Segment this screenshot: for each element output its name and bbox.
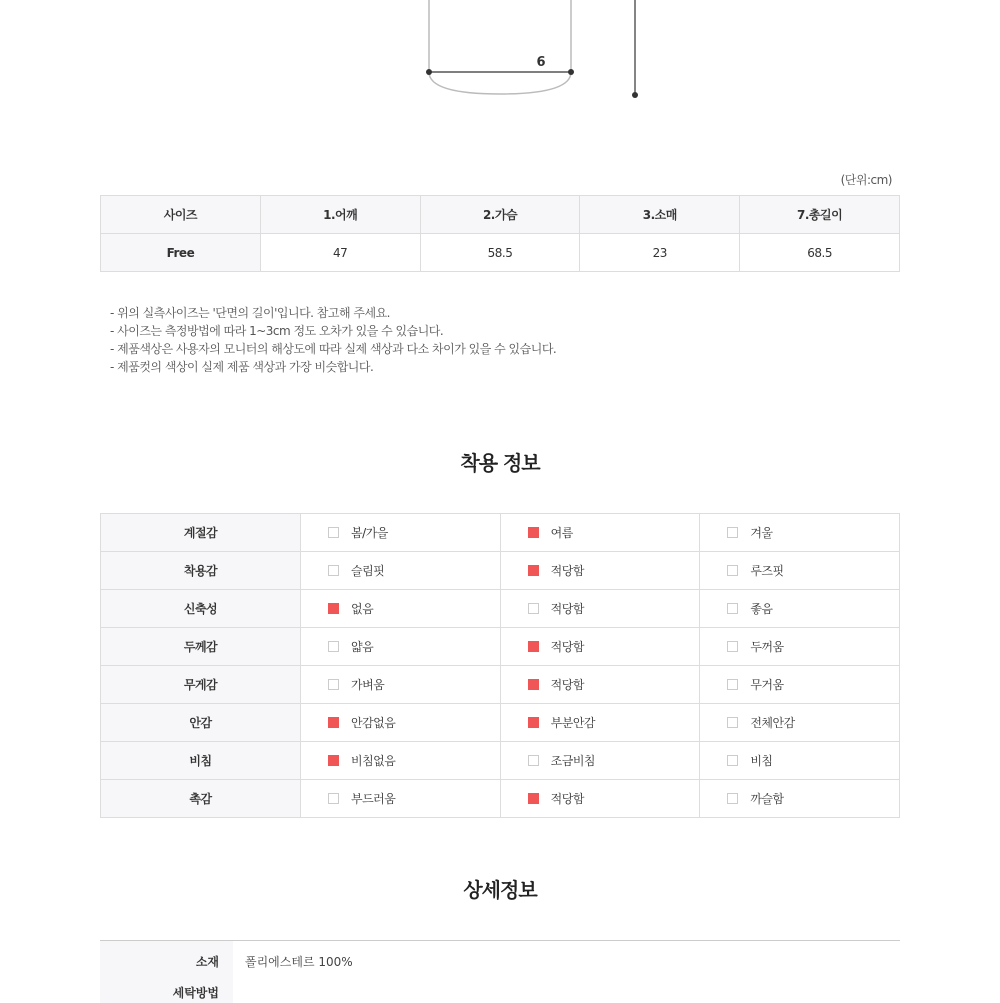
- table-row: [101, 628, 900, 666]
- fit-option-label: 조금비침: [550, 754, 596, 768]
- fit-option: [700, 628, 899, 665]
- material-label: 소재: [100, 941, 233, 983]
- unchecked-box-icon: [727, 641, 738, 652]
- table-row: [101, 666, 900, 704]
- fit-option-cell: [301, 590, 501, 628]
- unchecked-box-icon: [328, 641, 339, 652]
- fit-option-label: 안감없음: [351, 716, 396, 730]
- fit-option-label: 봄/가을: [351, 526, 388, 540]
- fit-option: [501, 552, 700, 589]
- fit-option-label: 전체안감: [750, 716, 795, 730]
- fit-option-label: 까슬함: [750, 792, 784, 806]
- unchecked-box-icon: [727, 527, 738, 538]
- unchecked-box-icon: [727, 565, 738, 576]
- sleeve-header: 3.소매: [580, 196, 740, 234]
- fit-option: [301, 590, 500, 627]
- table-row: [101, 552, 900, 590]
- checked-box-icon: [528, 527, 539, 538]
- fit-option-label: 루즈핏: [750, 564, 784, 578]
- fit-option-label: 두꺼움: [750, 640, 784, 654]
- fit-option-label: 얇음: [351, 640, 374, 654]
- fit-option-cell: [700, 628, 900, 666]
- fit-option: [301, 552, 500, 589]
- unchecked-box-icon: [328, 527, 339, 538]
- checked-box-icon: [528, 679, 539, 690]
- fit-option: [501, 704, 700, 741]
- chest-header: 2.가슴: [420, 196, 580, 234]
- size-table: [100, 195, 900, 272]
- fit-option-label: 없음: [351, 602, 374, 616]
- fit-option-cell: [500, 704, 700, 742]
- fit-option-cell: [700, 514, 900, 552]
- fit-option-label: 적당함: [550, 678, 584, 692]
- detail-info-title: 상세정보: [463, 878, 537, 902]
- fit-option: [301, 666, 500, 703]
- fit-option: [501, 666, 700, 703]
- note-item: - 위의 실측사이즈는 '단면의 길이'입니다. 참고해 주세요.: [110, 306, 390, 320]
- fit-option: [301, 514, 500, 551]
- fit-option: [501, 780, 700, 817]
- fit-option-label: 겨울: [750, 526, 773, 540]
- fit-option-cell: [500, 666, 700, 704]
- size-cell: Free: [101, 234, 261, 272]
- fit-option: [301, 704, 500, 741]
- fit-option-label: 비침: [750, 754, 773, 768]
- fit-option-cell: [500, 552, 700, 590]
- fit-option-label: 적당함: [550, 602, 584, 616]
- fit-option-cell: [301, 704, 501, 742]
- fit-row-label: 비침: [101, 742, 301, 780]
- fit-option: [700, 742, 899, 779]
- fit-option-label: 비침없음: [351, 754, 396, 768]
- fit-option-cell: [700, 666, 900, 704]
- checked-box-icon: [528, 793, 539, 804]
- fit-option-label: 슬림핏: [351, 564, 385, 578]
- fit-option-cell: [500, 628, 700, 666]
- fit-option: [700, 666, 899, 703]
- measure-label: 6: [536, 55, 546, 70]
- checked-box-icon: [528, 717, 539, 728]
- garment-measure-diagram: [0, 0, 1000, 110]
- material-row: [100, 941, 900, 983]
- fit-option-cell: [700, 780, 900, 818]
- fit-option-label: 적당함: [550, 792, 584, 806]
- unchecked-box-icon: [727, 755, 738, 766]
- unchecked-box-icon: [727, 679, 738, 690]
- fit-option-cell: [301, 666, 501, 704]
- unchecked-box-icon: [328, 565, 339, 576]
- wash-row: [100, 983, 900, 1003]
- fit-info-table: [100, 513, 900, 818]
- unchecked-box-icon: [328, 679, 339, 690]
- fit-row-label: 착용감: [101, 552, 301, 590]
- fit-option: [700, 780, 899, 817]
- fit-option: [501, 742, 700, 779]
- checked-box-icon: [528, 565, 539, 576]
- shoulder-value: 47: [260, 234, 420, 272]
- fit-option-label: 적당함: [550, 640, 584, 654]
- fit-option: [501, 514, 700, 551]
- fit-option-cell: [301, 552, 501, 590]
- fit-option-cell: [500, 590, 700, 628]
- unit-label: (단위:cm): [840, 173, 892, 187]
- fit-option-cell: [500, 514, 700, 552]
- fit-row-label: 안감: [101, 704, 301, 742]
- sleeve-value: 23: [580, 234, 740, 272]
- material-value: 폴리에스테르 100%: [245, 955, 353, 969]
- fit-option: [301, 742, 500, 779]
- fit-option: [700, 514, 899, 551]
- fit-option: [501, 590, 700, 627]
- fit-option: [700, 704, 899, 741]
- table-row: [101, 780, 900, 818]
- fit-option-label: 가벼움: [351, 678, 385, 692]
- note-item: - 제품컷의 색상이 실제 제품 색상과 가장 비슷합니다.: [110, 360, 374, 374]
- fit-option-label: 적당함: [550, 564, 584, 578]
- fit-row-label: 계절감: [101, 514, 301, 552]
- table-row: [101, 742, 900, 780]
- unchecked-box-icon: [727, 793, 738, 804]
- fit-option-cell: [301, 628, 501, 666]
- fit-option-label: 좋음: [750, 602, 773, 616]
- note-item: - 사이즈는 측정방법에 따라 1~3cm 정도 오차가 있을 수 있습니다.: [110, 324, 444, 338]
- unchecked-box-icon: [727, 717, 738, 728]
- table-row: [101, 704, 900, 742]
- table-row: [101, 234, 900, 272]
- size-table-header: [101, 196, 900, 234]
- checked-box-icon: [328, 603, 339, 614]
- checked-box-icon: [328, 717, 339, 728]
- fit-option-cell: [301, 742, 501, 780]
- unchecked-box-icon: [528, 603, 539, 614]
- fit-option-cell: [500, 742, 700, 780]
- shoulder-header: 1.어깨: [260, 196, 420, 234]
- chest-value: 58.5: [420, 234, 580, 272]
- unchecked-box-icon: [328, 793, 339, 804]
- length-header: 7.총길이: [740, 196, 900, 234]
- fit-row-label: 무게감: [101, 666, 301, 704]
- wash-label: 세탁방법: [100, 983, 233, 1003]
- detail-info-table: [100, 940, 900, 1001]
- size-header: 사이즈: [101, 196, 261, 234]
- fit-option: [700, 590, 899, 627]
- fit-option-label: 여름: [550, 526, 573, 540]
- fit-option: [700, 552, 899, 589]
- unchecked-box-icon: [528, 755, 539, 766]
- fit-option-cell: [301, 514, 501, 552]
- fit-option-cell: [301, 780, 501, 818]
- checked-box-icon: [528, 641, 539, 652]
- fit-option: [301, 780, 500, 817]
- fit-info-title: 착용 정보: [460, 451, 540, 475]
- note-item: - 제품색상은 사용자의 모니터의 해상도에 따라 실제 색상과 다소 차이가 있을 수 있습니다.: [110, 342, 557, 356]
- fit-option: [301, 628, 500, 665]
- fit-row-label: 신축성: [101, 590, 301, 628]
- fit-option-cell: [700, 552, 900, 590]
- fit-option-cell: [700, 590, 900, 628]
- table-row: [101, 590, 900, 628]
- fit-option-cell: [700, 742, 900, 780]
- table-row: [101, 514, 900, 552]
- fit-option-label: 부분안감: [550, 716, 596, 730]
- unchecked-box-icon: [727, 603, 738, 614]
- fit-option: [501, 628, 700, 665]
- fit-option-cell: [500, 780, 700, 818]
- checked-box-icon: [328, 755, 339, 766]
- size-notes: [110, 304, 556, 376]
- fit-option-label: 부드러움: [351, 792, 396, 806]
- fit-option-label: 무거움: [750, 678, 784, 692]
- fit-row-label: 촉감: [101, 780, 301, 818]
- fit-row-label: 두께감: [101, 628, 301, 666]
- length-value: 68.5: [740, 234, 900, 272]
- fit-option-cell: [700, 704, 900, 742]
